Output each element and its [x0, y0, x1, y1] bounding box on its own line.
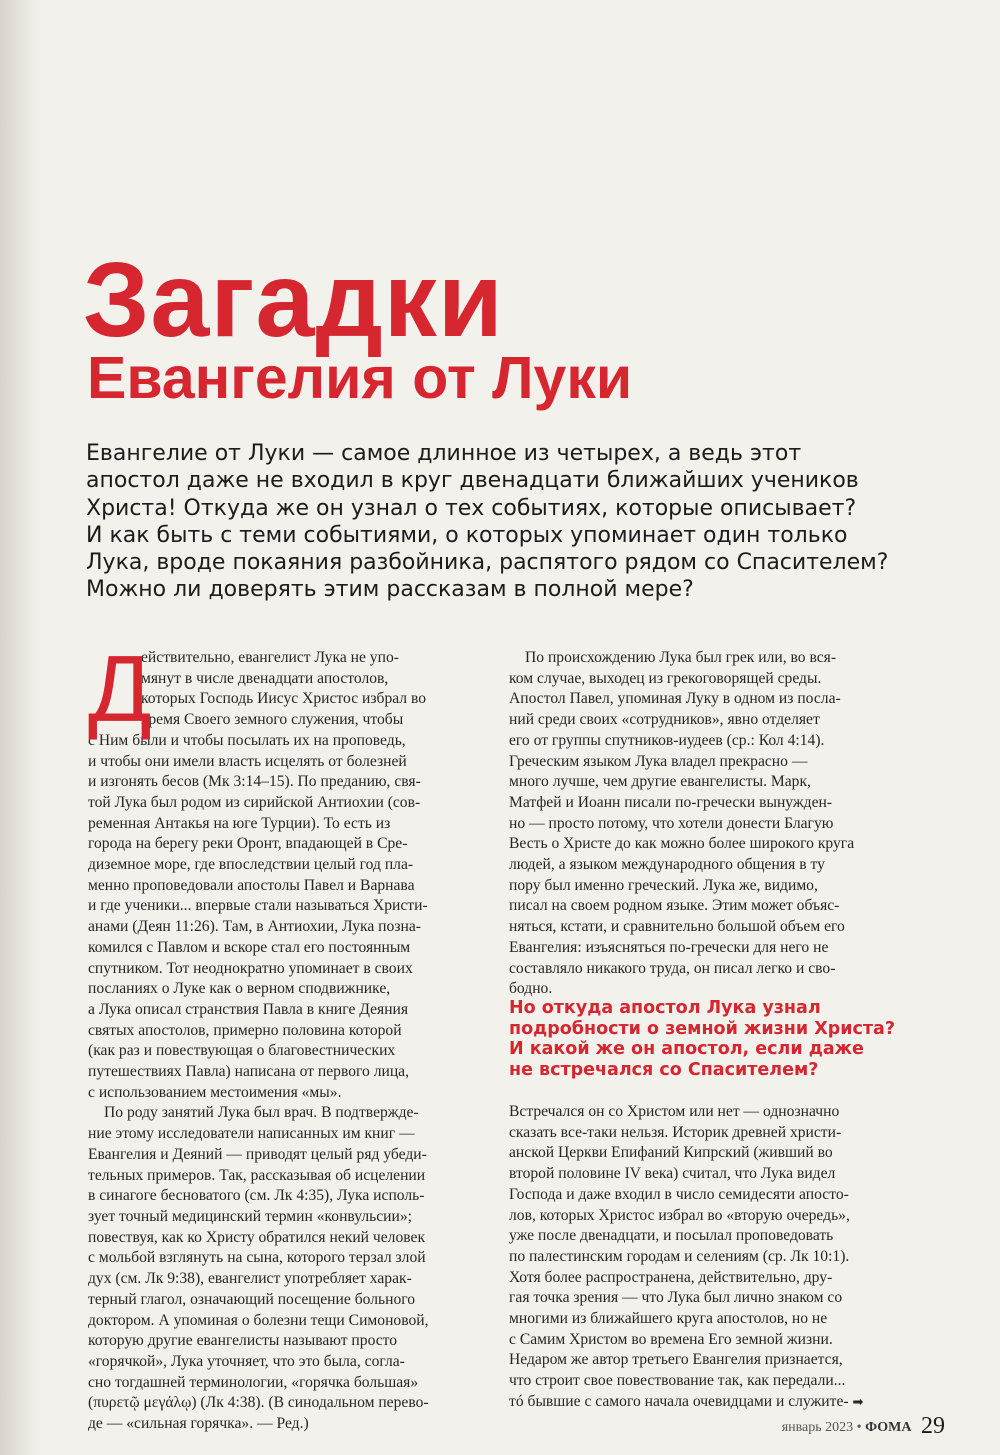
text-line: Встречался он со Христом или нет — однозначно	[509, 1103, 840, 1120]
text-line: много лучше, чем другие евангелисты. Марк,	[509, 773, 811, 791]
text-line: анами (Деян 11:26). Там, в Антиохии, Лука позна-	[88, 918, 421, 936]
text-line: дух (см. Лк 9:38), евангелист употребляет харак-	[88, 1270, 412, 1288]
text-line: тó бывшие с самого начала очевидцами и служите-	[509, 1392, 849, 1410]
text-line: и где ученики... впервые стали называться Христи-	[88, 897, 428, 915]
text-line: и изгонять бесов (Мк 3:14–15). По преданию, свя-	[88, 773, 421, 791]
text-line: его от группы спутников-иудеев (ср.: Кол 4:14).	[509, 731, 825, 749]
text-line: Весть о Христе до как можно более широкого круга	[509, 835, 855, 853]
text-line: с мольбой взглянуть на сына, которого терзал злой	[88, 1249, 426, 1267]
text-line: которую другие евангелисты называют просто	[88, 1332, 398, 1350]
text-line: тельных примеров. Так, рассказывая об исцелении	[88, 1166, 426, 1184]
text-line: (как раз и повествующая о благовестнических	[88, 1042, 396, 1060]
section-subheading	[509, 998, 929, 1080]
text-line-last	[509, 1392, 914, 1414]
text-line: с использованием местоимения «мы».	[88, 1083, 342, 1101]
text-line: ние этому исследователи написанных им книг —	[88, 1125, 415, 1143]
body-column-right-bottom	[509, 1102, 914, 1414]
subheading-line: подробности о земной жизни Христа?	[509, 1018, 895, 1039]
text-line: зует точный медицинский термин «конвульсии»;	[88, 1207, 413, 1225]
text-line: с Ним были и чтобы посылать их на проповедь,	[88, 731, 406, 749]
subheading-line: не встречался со Спасителем?	[509, 1059, 819, 1080]
text-line: Господа и даже входил в число семидесяти апосто-	[509, 1185, 849, 1203]
text-line: Евангелия: изъясняться по-гречески для него не	[509, 938, 829, 956]
lead-line: Лука, вроде покаяния разбойника, распятого рядом со Спасителем?	[86, 550, 889, 576]
text-line: (πυρετῷ μεγάλῳ) (Лк 4:38). (В синодальном перево-	[88, 1394, 429, 1412]
text-line: спутником. Тот неоднократно упоминает в своих	[88, 959, 413, 977]
text-line: бодно.	[509, 980, 553, 998]
footer-separator: •	[856, 1420, 862, 1435]
text-line: составляло никакого труда, он писал легко и сво-	[509, 959, 836, 977]
text-line: Евангелия и Деяний — приводят целый ряд убеди-	[88, 1145, 427, 1163]
text-line: ействительно, евангелист Лука не упо-	[141, 649, 399, 666]
subheading-line: Но откуда апостол Лука узнал	[509, 998, 821, 1018]
text-line: сно тогдашней терминологии, «горячка большая»	[88, 1373, 419, 1391]
text-line: менно проповедовали апостолы Павел и Варнава	[88, 876, 415, 894]
text-line: Хотя более распространена, действительно, дру-	[509, 1268, 833, 1286]
text-line: доктором. А упоминая о болезни тещи Симоновой,	[88, 1311, 429, 1329]
text-line: сказать все-таки нельзя. Историк древней христи-	[509, 1123, 842, 1141]
article-title-line2: Евангелия от Луки	[87, 345, 633, 411]
subheading-line: И какой же он апостол, если даже	[509, 1039, 864, 1059]
text-line: ний среди своих «сотрудников», явно отделяет	[509, 711, 820, 729]
text-line: путешествиях Павла) написана от первого лица,	[88, 1063, 410, 1081]
text-line: и чтобы они имели власть исцелять от болезней	[88, 752, 407, 770]
text-line: ком случае, выходец из грекоговорящей среды.	[509, 669, 822, 687]
lead-line: Можно ли доверять этим рассказам в полной мере?	[86, 577, 694, 603]
article-lead	[86, 440, 946, 604]
text-line: посланиях о Луке как о верном сподвижнике,	[88, 980, 391, 998]
page-gutter-shadow	[0, 0, 40, 1455]
text-line: по палестинским городам и селениям (ср. Лк 10:1).	[509, 1247, 850, 1265]
text-line: диземное море, где впоследствии целый год пла-	[88, 856, 414, 874]
body-column-left	[88, 636, 486, 1435]
lead-line: И как быть с теми событиями, о которых упоминает один только	[86, 522, 848, 548]
text-line: с Самим Христом во времена Его земной жизни.	[509, 1330, 833, 1348]
text-line: писал на своем родном языке. Этим может объяс-	[509, 897, 840, 915]
text-line: в синагоге бесноватого (см. Лк 4:35), Лука исполь-	[88, 1187, 425, 1205]
text-line: терный глагол, означающий посещение больного	[88, 1290, 416, 1308]
text-line: «горячкой», Лука уточняет, что это была, согла-	[88, 1352, 405, 1370]
text-line: а Лука описал странствия Павла в книге Деяния	[88, 1000, 409, 1018]
paragraph-2	[88, 1103, 486, 1434]
lead-line: апостол даже не входил в круг двенадцати ближайших учеников	[86, 468, 859, 494]
text-line: мянут в числе двенадцати апостолов,	[141, 669, 389, 687]
text-line: города на берегу реки Оронт, впадающей в Сре-	[88, 835, 408, 853]
text-line: Недаром же автор третьего Евангелия признается,	[509, 1351, 843, 1369]
article-title-line1: Загадки	[83, 241, 504, 359]
drop-cap: Д	[88, 636, 152, 741]
text-line: но — просто потому, что хотели донести Благую	[509, 814, 834, 832]
text-line: многими из ближайшего круга апостолов, но не	[509, 1310, 828, 1328]
text-line: уже после двенадцати, и посылал проповедовать	[509, 1227, 834, 1245]
text-line: той Лука был родом из сирийской Антиохии (сов-	[88, 793, 421, 811]
text-line: второй половине IV века) считал, что Лука видел	[509, 1165, 836, 1183]
paragraph-1	[88, 636, 486, 1103]
text-line: Матфей и Иоанн писали по-гречески вынужден-	[509, 793, 833, 811]
text-line: гая точка зрения — что Лука был лично знаком со	[509, 1289, 843, 1307]
body-column-right-top	[509, 648, 914, 1000]
text-line: ременная Антакья на юге Турции). То есть из	[88, 814, 391, 832]
text-line: По роду занятий Лука был врач. В подтвержде-	[104, 1104, 419, 1122]
text-line: комился с Павлом и вскоре стал его постоянным	[88, 938, 411, 956]
text-line: что строит свое повествование так, как передали...	[509, 1372, 846, 1390]
text-line: Апостол Павел, упоминая Луку в одном из посла-	[509, 690, 841, 708]
text-line: анской Церкви Епифаний Кипрский (живший во	[509, 1144, 833, 1162]
text-line: лов, которых Христос избрал во «вторую очередь»,	[509, 1206, 850, 1224]
lead-line: Евангелие от Луки — самое длинное из четырех, а ведь этот	[86, 441, 802, 466]
text-line: время Своего земного служения, чтобы	[141, 711, 404, 729]
page-footer	[782, 1413, 945, 1440]
text-line: де — «сильная горячка». — Ред.)	[88, 1415, 309, 1433]
text-line: По происхождению Лука был грек или, во вся-	[525, 649, 837, 666]
text-line: людей, а языком международного общения в ту	[509, 856, 825, 874]
lead-line: Христа! Откуда же он узнал о тех событиях, которые описывает?	[86, 495, 857, 521]
text-line: Греческим языком Лука владел прекрасно —	[509, 752, 808, 770]
page-number: 29	[921, 1413, 945, 1439]
text-line: повествуя, как ко Христу обратился некий человек	[88, 1228, 426, 1246]
text-line: няться, кстати, и сравнительно большой объем его	[509, 918, 845, 936]
issue-date: январь 2023	[781, 1420, 854, 1435]
text-line: пору был именно греческий. Лука же, видимо,	[509, 876, 818, 894]
text-line: святых апостолов, примерно половина которой	[88, 1021, 402, 1039]
magazine-name: ФОМА	[865, 1420, 912, 1435]
text-line: которых Господь Иисус Христос избрал во	[141, 690, 427, 708]
continue-arrow-icon: ➡	[852, 1394, 864, 1410]
